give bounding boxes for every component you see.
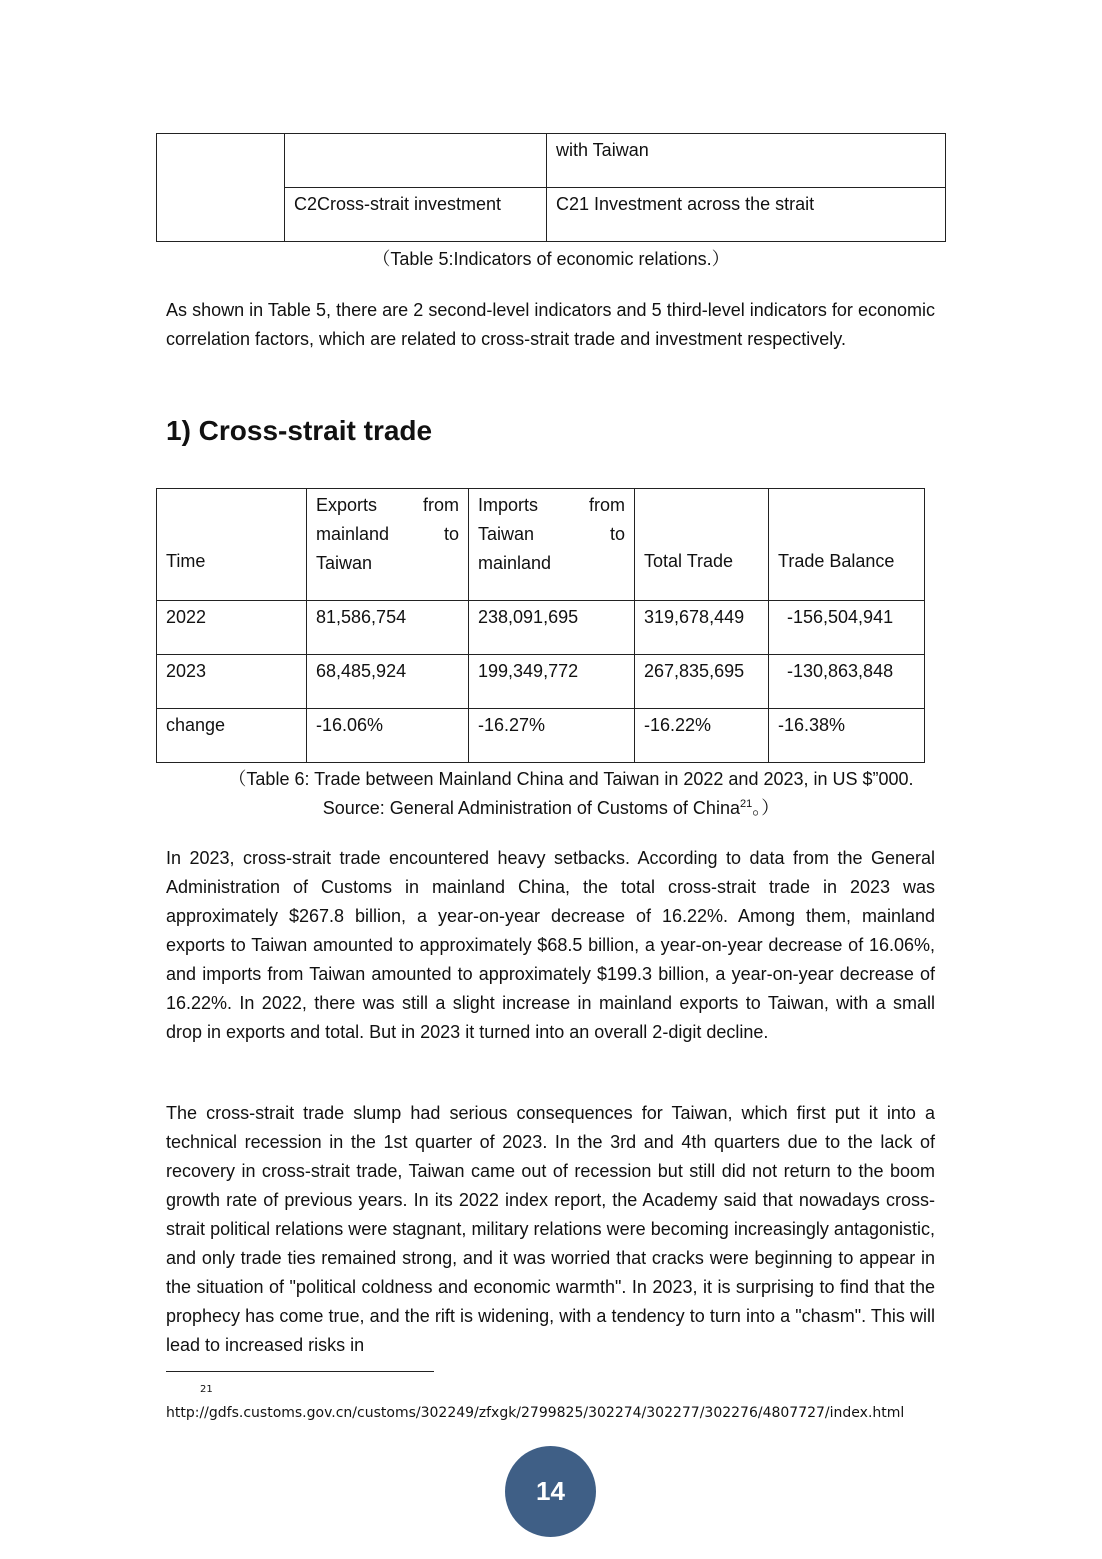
table-5-cell: C21 Investment across the strait bbox=[547, 188, 946, 242]
footnote-number: 21 bbox=[200, 1384, 213, 1395]
footnote-url[interactable]: http://gdfs.customs.gov.cn/customs/302249/zfxgk/2799825/302274/302277/302276/4807727/index.html bbox=[166, 1405, 905, 1421]
cell-time: 2022 bbox=[157, 601, 307, 655]
cell-total: -16.22% bbox=[635, 709, 769, 763]
table-row bbox=[157, 655, 925, 709]
cell-time: 2023 bbox=[157, 655, 307, 709]
table-header-row bbox=[157, 489, 925, 601]
section-heading: 1) Cross-strait trade bbox=[166, 415, 433, 446]
cell-imports: -16.27% bbox=[469, 709, 635, 763]
table-row bbox=[157, 601, 925, 655]
page-number-badge bbox=[505, 1446, 596, 1537]
paragraph: The cross-strait trade slump had serious consequences for Taiwan, which first put it into a technical recession in the 1st quarter of 2023. In the 3rd and 4th quarters due to the lack of recovery in cross-strait trade, Taiwan came out of recession but still did not return to the boom growth rate of previous years. In its 2022 index report, the Academy said that nowadays cross-strait political relations were stagnant, military relations were becoming increasingly antagonistic, and only trade ties remained strong, and it was worried that cracks were beginning to appear in the situation of "political coldness and economic warmth". In 2023, it is surprising to find that the prophecy has come true, and the rift is widening, with a tendency to turn into a "chasm". This will lead to increased risks in bbox=[166, 1103, 935, 1355]
table-row bbox=[157, 709, 925, 763]
header-imports: Imports from Taiwan to mainland bbox=[469, 489, 635, 601]
cell-time: change bbox=[157, 709, 307, 763]
table-6 bbox=[156, 488, 925, 763]
cell-total: 267,835,695 bbox=[635, 655, 769, 709]
table-5 bbox=[156, 133, 946, 242]
header-time: Time bbox=[157, 489, 307, 601]
cell-exports: -16.06% bbox=[307, 709, 469, 763]
table-5-cell-empty bbox=[157, 134, 285, 242]
footnote-ref[interactable]: 21 bbox=[739, 798, 753, 810]
page-number: 14 bbox=[536, 1476, 565, 1506]
table-6-caption-line2 bbox=[0, 794, 1102, 820]
header-total: Total Trade bbox=[635, 489, 769, 601]
cell-imports: 199,349,772 bbox=[469, 655, 635, 709]
cell-balance: -16.38% bbox=[769, 709, 925, 763]
cell-balance: -130,863,848 bbox=[769, 655, 925, 709]
cell-exports: 81,586,754 bbox=[307, 601, 469, 655]
cell-total: 319,678,449 bbox=[635, 601, 769, 655]
table-5-cell: C2Cross-strait investment bbox=[285, 188, 547, 242]
paragraph: As shown in Table 5, there are 2 second-level indicators and 5 third-level indicators for economic correlation factors, which are related to cross-strait trade and investment respectively. bbox=[166, 300, 935, 349]
footnote-divider bbox=[166, 1371, 434, 1372]
table-6-caption-line1: （Table 6: Trade between Mainland China and Taiwan in 2022 and 2023, in US $”000. bbox=[228, 769, 914, 789]
table-5-cell-empty-2 bbox=[285, 134, 547, 188]
cell-exports: 68,485,924 bbox=[307, 655, 469, 709]
cell-balance: -156,504,941 bbox=[769, 601, 925, 655]
header-exports: Exports from mainland to Taiwan bbox=[307, 489, 469, 601]
cell-imports: 238,091,695 bbox=[469, 601, 635, 655]
table-5-cell: with Taiwan bbox=[547, 134, 946, 188]
header-balance: Trade Balance bbox=[769, 489, 925, 601]
caption-end: 。） bbox=[752, 798, 780, 818]
paragraph: In 2023, cross-strait trade encountered heavy setbacks. According to data from the General Administration of Customs in mainland China, the total cross-strait trade in 2023 was approximately $267.8 billion, a year-on-year decrease of 16.22%. Among them, mainland exports to Taiwan amounted to approximately $68.5 billion, a year-on-year decrease of 16.06%, and imports from Taiwan amounted to approximately $199.3 billion, a year-on-year decrease of 16.22%. In 2022, there was still a slight increase in mainland exports to Taiwan, with a small drop in exports and total. But in 2023 it turned into an overall 2-digit decline. bbox=[166, 848, 935, 1042]
caption-source: Source: General Administration of Customs of China bbox=[322, 798, 740, 818]
table-5-caption: （Table 5:Indicators of economic relations.） bbox=[372, 249, 730, 269]
